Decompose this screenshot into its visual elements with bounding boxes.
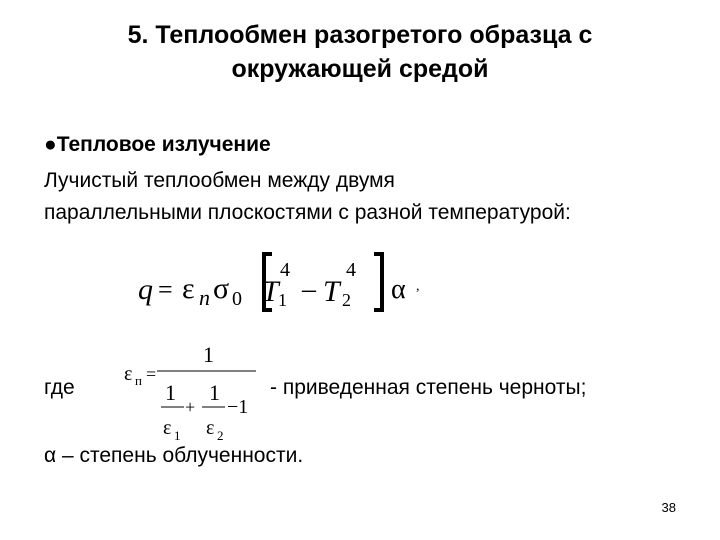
- page-number: 38: [661, 500, 676, 515]
- eps-one-b: 1: [209, 380, 220, 405]
- alpha-description: α – степень облученности.: [44, 444, 304, 467]
- formula-minus: –: [302, 274, 316, 305]
- formula-t2: T: [323, 275, 340, 308]
- title-line-2: окружающей средой: [231, 55, 489, 83]
- formula-equals: =: [158, 275, 173, 304]
- formula-alpha: α: [391, 274, 406, 305]
- heat-flux-formula: [138, 254, 420, 310]
- formula-comma: ,: [416, 279, 420, 294]
- body-text-line-2: параллельными плоскостями с разной температурой:: [44, 201, 571, 224]
- eps-plus: +: [185, 397, 196, 417]
- title-line-1: 5. Теплообмен разогретого образца с: [127, 21, 593, 49]
- formula-t2-sub: 2: [342, 290, 351, 310]
- where-label: где: [44, 376, 75, 399]
- formula-t2-sup: 4: [346, 259, 356, 281]
- eps2-symbol: ε: [206, 417, 215, 439]
- eps2-sub: 2: [217, 428, 224, 443]
- body-text-line-1: Лучистый теплообмен между двумя: [44, 169, 395, 192]
- bullet-icon: ●: [44, 133, 57, 156]
- formula-t1-sup: 4: [280, 259, 290, 281]
- emissivity-description: - приведенная степень черноты;: [270, 376, 587, 399]
- bullet-heading-text: Тепловое излучение: [56, 133, 271, 156]
- right-bracket: [374, 254, 382, 310]
- eps-numerator: 1: [203, 342, 214, 367]
- eps-one-a: 1: [165, 380, 176, 405]
- eps-minus-one: −1: [227, 396, 249, 418]
- eps1-sub: 1: [174, 428, 181, 443]
- eps1-symbol: ε: [163, 417, 172, 439]
- formula-epsilon-sub: n: [199, 285, 210, 310]
- formula-t1: T: [262, 275, 279, 308]
- emissivity-formula: [124, 342, 256, 443]
- eps-equals: =: [146, 364, 157, 384]
- formula-epsilon: ε: [182, 272, 195, 305]
- formula-q: q: [138, 273, 153, 306]
- formula-sigma: σ: [213, 272, 230, 305]
- formula-t1-sub: 1: [278, 290, 287, 310]
- eps-n-sub: п: [135, 373, 142, 388]
- eps-n-symbol: ε: [124, 363, 133, 385]
- formula-sigma-sub: 0: [232, 288, 242, 310]
